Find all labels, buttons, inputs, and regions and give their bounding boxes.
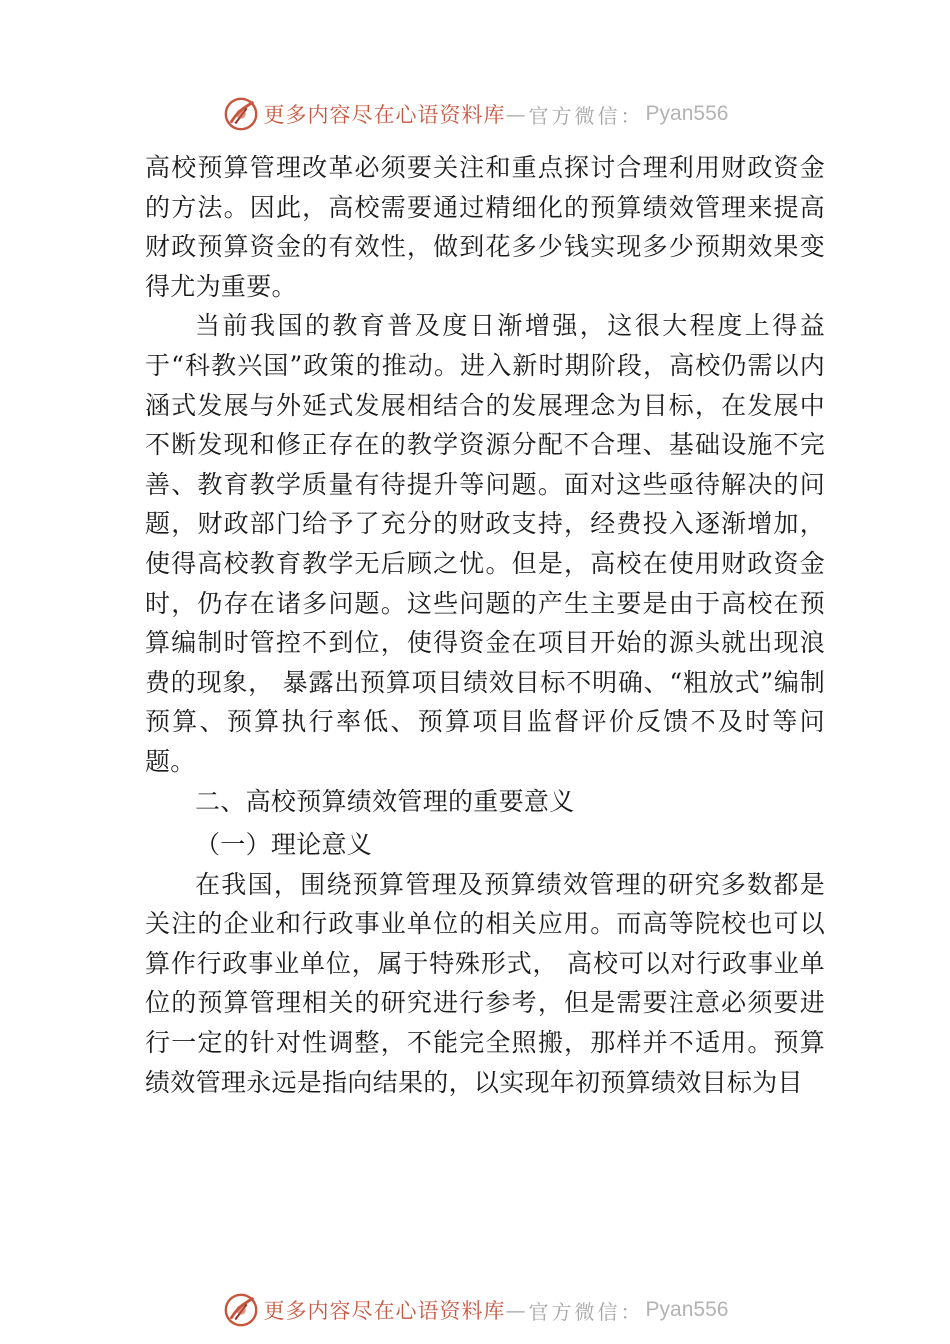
brand-text: 更多内容尽在心语资料库	[263, 1299, 506, 1323]
seal-logo-icon	[222, 1291, 260, 1329]
footer-watermark-banner	[0, 1290, 950, 1330]
paragraph-3: 在我国，围绕预算管理及预算绩效管理的研究多数都是关注的企业和行政事业单位的相关应用。而高等院校也可以算作行政事业单位，属于特殊形式， 高校可以对行政事业单位的预算管理相关的研究进行参考，但是需要注意必须要进行一定的针对性调整，不能完全照搬，那样并不适用。预算绩效管理永远是指向结果的，以实现年初预算绩效目标为目	[145, 869, 825, 1097]
paragraph-1: 高校预算管理改革必须要关注和重点探讨合理利用财政资金的方法。因此，高校需要通过精细化的预算绩效管理来提高财政预算资金的有效性，做到花多少钱实现多少预期效果变得尤为重要。	[145, 153, 825, 301]
section-heading: 二、高校预算绩效管理的重要意义	[195, 786, 575, 816]
separator-text: —	[505, 1298, 529, 1322]
paragraph-2: 当前我国的教育普及度日渐增强，这很大程度上得益于“科教兴国”政策的推动。进入新时期阶段，高校仍需以内涵式发展与外延式发展相结合的发展理念为目标，在发展中不断发现和修正存在的教学资源分配不合理、基础设施不完善、教育教学质量有待提升等问题。面对这些亟待解决的问题，财政部门给予了充分的财政支持，经费投入逐渐增加，使得高校教育教学无后顾之忧。但是，高校在使用财政资金时，仍存在诸多问题。这些问题的产生主要是由于高校在预算编制时管控不到位，使得资金在项目开始的源头就出现浪费的现象， 暴露出预算项目绩效目标不明确、“粗放式”编制预算、预算执行率低、预算项目监督评价反馈不及时等问题。	[145, 311, 825, 776]
seal-logo-icon	[222, 95, 260, 133]
document-body	[145, 148, 825, 1102]
wechat-label: 官方微信：	[528, 103, 644, 128]
wechat-label: 官方微信：	[528, 1299, 644, 1324]
separator-text: —	[505, 102, 529, 126]
subsection-heading: （一）理论意义	[195, 830, 373, 860]
brand-text: 更多内容尽在心语资料库	[263, 103, 506, 127]
header-watermark-banner	[0, 94, 950, 134]
wechat-id: Pyan556	[645, 102, 729, 125]
wechat-id: Pyan556	[645, 1298, 729, 1321]
